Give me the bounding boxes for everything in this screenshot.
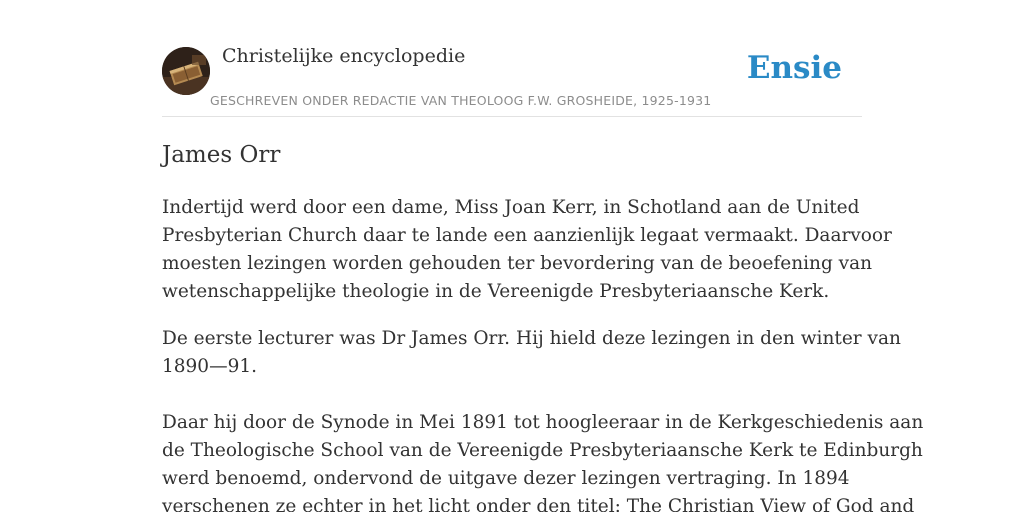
article-title: James Orr: [162, 142, 281, 168]
site-header: [162, 40, 862, 117]
paragraph-line: werd benoemd, ondervond de uitgave dezer lezingen vertraging. In 1894: [162, 468, 850, 489]
paragraph-line: Presbyterian Church daar te lande een aanzienlijk legaat vermaakt. Daarvoor: [162, 225, 892, 246]
paragraph-line: moesten lezingen worden gehouden ter bevordering van de beoefening van: [162, 253, 873, 274]
site-subtitle: GESCHREVEN ONDER REDACTIE VAN THEOLOOG F.W. GROSHEIDE, 1925-1931: [210, 93, 712, 108]
paragraph-line: Indertijd werd door een dame, Miss Joan Kerr, in Schotland aan de United: [162, 197, 860, 218]
paragraph-line: 1890—91.: [162, 356, 258, 377]
article: [162, 140, 924, 512]
site-title[interactable]: Christelijke encyclopedie: [222, 45, 466, 67]
paragraph-line: De eerste lecturer was Dr James Orr. Hij hield deze lezingen in den winter van: [162, 328, 901, 349]
paragraph-line: verschenen ze echter in het licht onder den titel: The Christian View of God and: [162, 496, 915, 512]
paragraph-line: wetenschappelijke theologie in de Vereenigde Presbyteriaansche Kerk.: [162, 281, 830, 302]
paragraph-line: Daar hij door de Synode in Mei 1891 tot hoogleeraar in de Kerkgeschiedenis aan: [162, 412, 924, 433]
article-paragraph: [162, 325, 901, 381]
paragraph-line: de Theologische School van de Vereenigde Presbyteriaansche Kerk te Edinburgh: [162, 440, 923, 461]
article-paragraph: [162, 409, 924, 512]
site-logo-image[interactable]: [162, 47, 210, 95]
article-paragraph: [162, 194, 892, 306]
brand-logo-link[interactable]: Ensie: [746, 50, 842, 86]
